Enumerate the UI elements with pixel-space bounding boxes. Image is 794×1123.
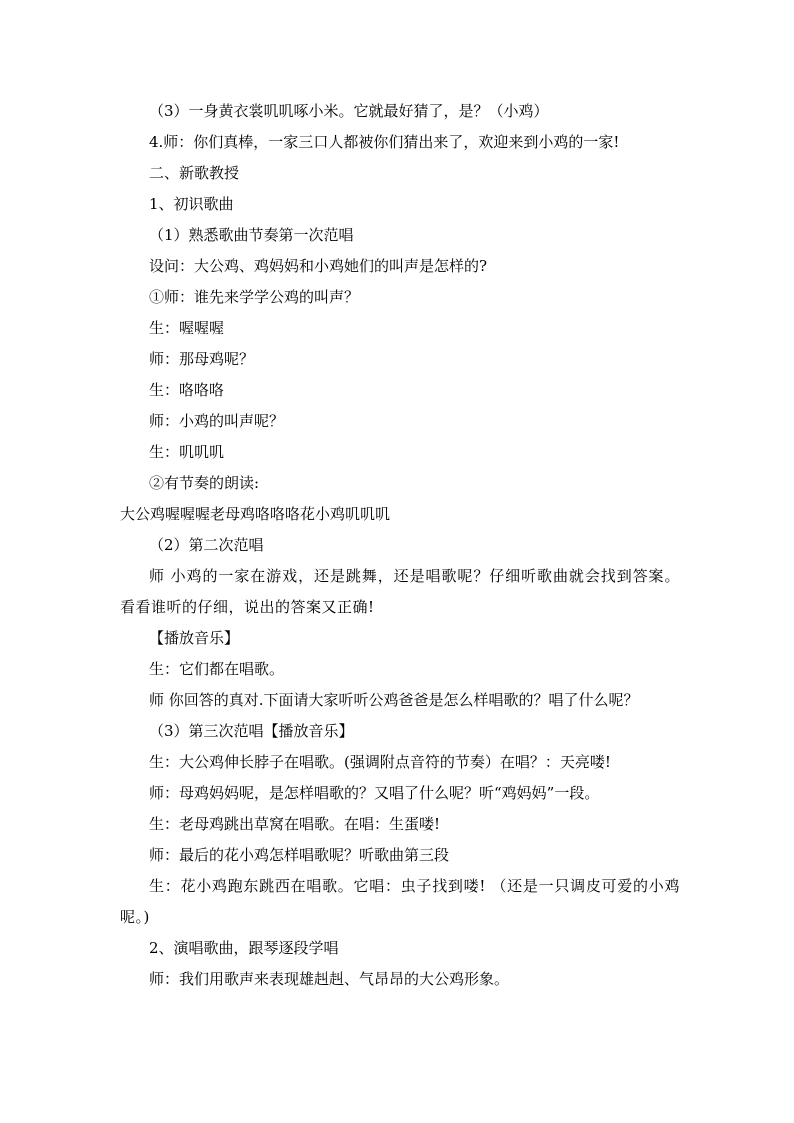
teacher-hen-song-question: 师：母鸡妈妈呢，是怎样唱歌的？又唱了什么呢？听“鸡妈妈”一段。	[149, 784, 600, 802]
student-rooster-song: 生：大公鸡伸长脖子在唱歌。(强调附点音符的节奏）在唱？：天亮喽!	[149, 753, 611, 771]
question-line: 设问：大公鸡、鸡妈妈和小鸡她们的叫声是怎样的?	[149, 257, 488, 275]
student-hen-song: 生：老母鸡跳出草窝在唱歌。在唱：生蛋喽!	[149, 815, 441, 833]
subsection-heading-first-listen: 1、初识歌曲	[149, 195, 234, 213]
teacher-welcome: 4.师：你们真棒，一家三口人都被你们猜出来了，欢迎来到小鸡的一家!	[149, 133, 620, 151]
teacher-rooster-image: 师：我们用歌声来表现雄赳赳、气昂昂的大公鸡形象。	[149, 970, 510, 988]
student-chick-answer: 生：叽叽叽	[149, 443, 225, 461]
play-music-note: 【播放音乐】	[149, 629, 240, 647]
teacher-rooster-song-question: 师 你回答的真对.下面请大家听听公鸡爸爸是怎么样唱歌的？唱了什么呢？	[149, 691, 639, 709]
student-chick-song-paragraph: 生：花小鸡跑东跳西在唱歌。它唱：虫子找到喽! （还是一只调皮可爱的小鸡呢。)	[120, 877, 680, 926]
student-hen-answer: 生：咯咯咯	[149, 381, 225, 399]
teacher-chick-song-question: 师：最后的花小鸡怎样唱歌呢？听歌曲第三段	[149, 846, 450, 864]
subsection-heading-sing-song: 2、演唱歌曲，跟琴逐段学唱	[149, 939, 339, 957]
rhythmic-reading-text: 大公鸡喔喔喔老母鸡咯咯咯花小鸡叽叽叽	[120, 505, 391, 523]
student-rooster-answer: 生：喔喔喔	[149, 319, 225, 337]
document-body	[120, 96, 680, 995]
teacher-chick-question: 师：小鸡的叫声呢？	[149, 412, 285, 430]
teacher-hen-question: 师：那母鸡呢？	[149, 350, 255, 368]
teacher-second-demo-paragraph: 师 小鸡的一家在游戏，还是跳舞，还是唱歌呢？仔细听歌曲就会找到答案。看看谁听的仔细，说出的答案又正确!	[120, 567, 680, 616]
riddle-chick: （3）一身黄衣裳叽叽啄小米。它就最好猜了，是？（小鸡）	[149, 102, 549, 120]
step-third-demo: （3）第三次范唱【播放音乐】	[149, 722, 354, 740]
student-singing-answer: 生：它们都在唱歌。	[149, 660, 285, 678]
step-first-demo: （1）熟悉歌曲节奏第一次范唱	[149, 226, 354, 244]
section-heading-new-song: 二、新歌教授	[149, 164, 240, 182]
teacher-rooster-call: ①师：谁先来学学公鸡的叫声？	[149, 288, 360, 306]
rhythmic-reading-heading: ②有节奏的朗读:	[149, 474, 260, 492]
step-second-demo: （2）第二次范唱	[149, 536, 264, 554]
